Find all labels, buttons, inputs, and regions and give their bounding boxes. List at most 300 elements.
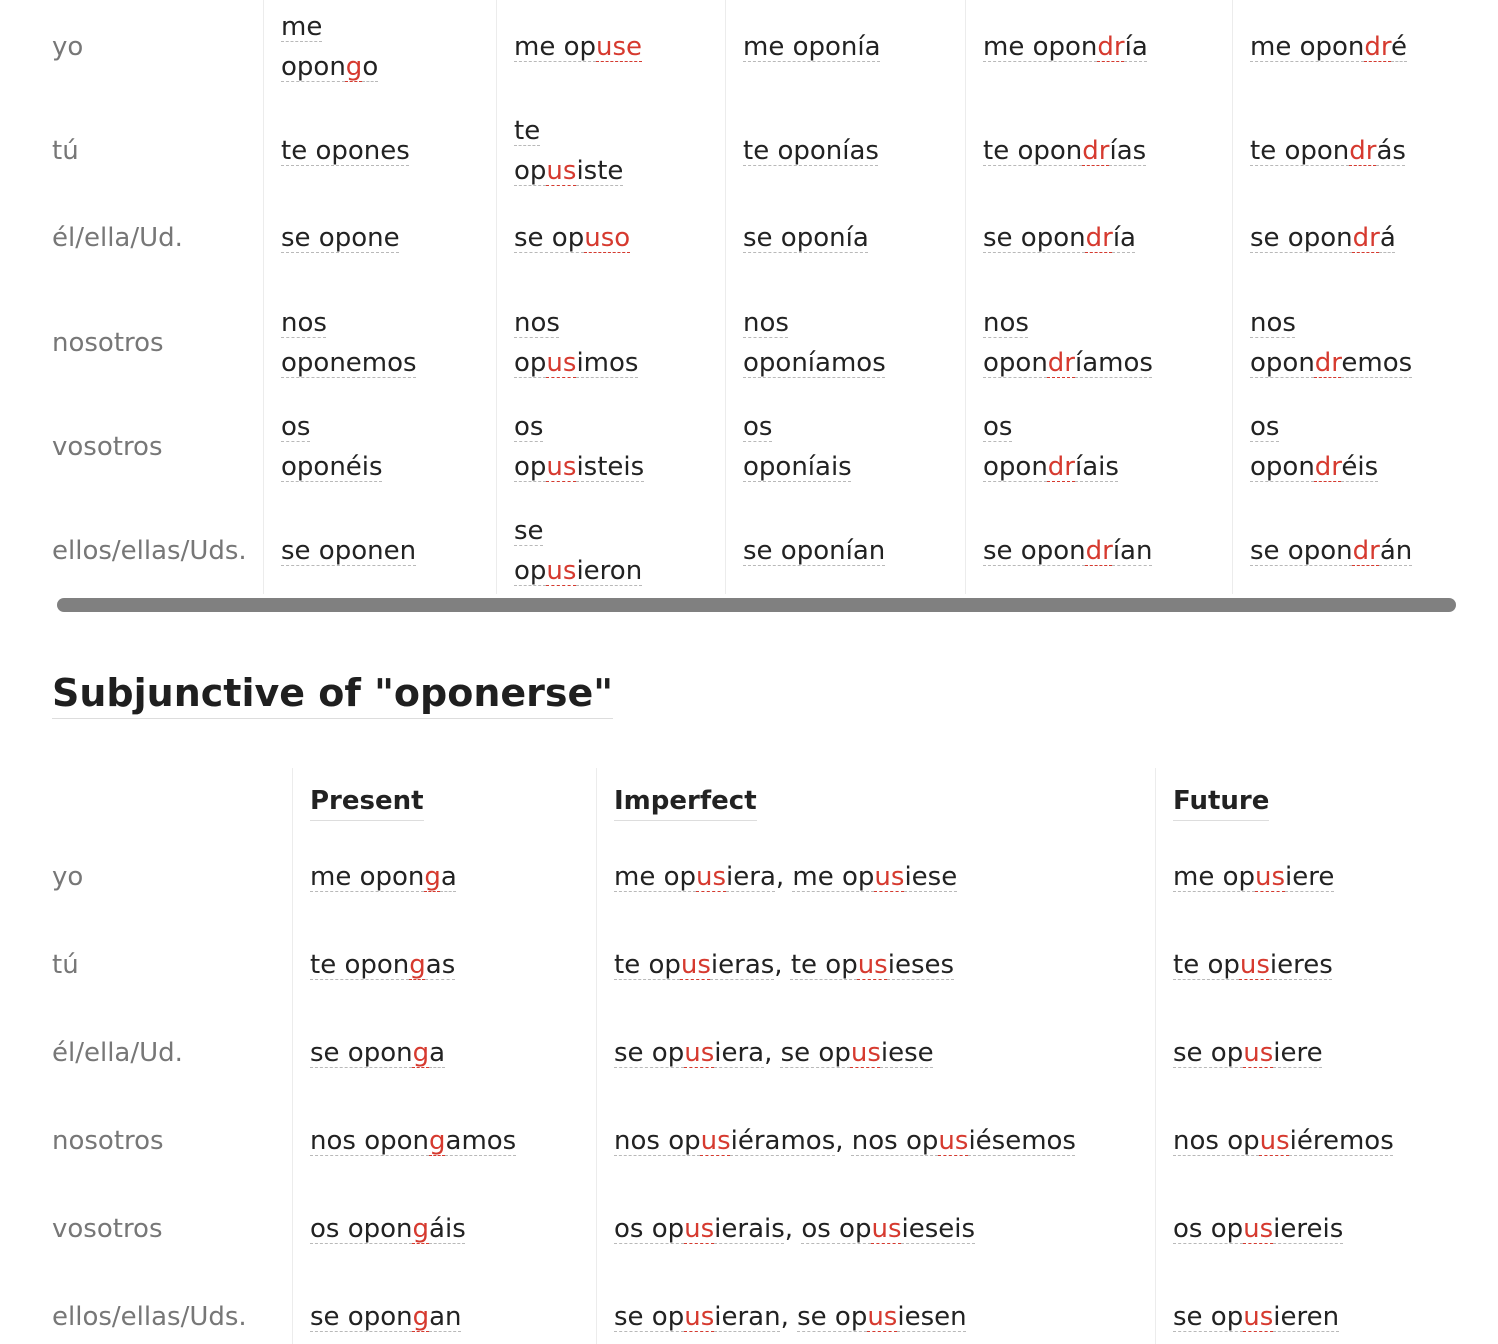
stem-text: ieron xyxy=(576,556,643,586)
column-divider xyxy=(496,0,497,594)
header-future: Future xyxy=(1173,782,1269,821)
stem-text: an xyxy=(429,1302,462,1332)
stem-text: me opon xyxy=(983,32,1098,62)
comma-separator: , xyxy=(764,1038,781,1068)
pronoun-label: nosotros xyxy=(52,328,164,358)
conjugation-cell xyxy=(983,531,1152,571)
stem-text: me op xyxy=(614,862,696,892)
verb-form[interactable] xyxy=(1173,862,1334,892)
stem-text: opon xyxy=(1250,348,1315,378)
stem-text: te op xyxy=(790,950,858,980)
verb-form[interactable] xyxy=(743,136,879,166)
verb-form[interactable] xyxy=(781,1038,934,1068)
future-cell xyxy=(1173,945,1333,985)
verb-form[interactable] xyxy=(281,348,417,378)
verb-form[interactable] xyxy=(281,136,410,166)
stem-text: me oponía xyxy=(743,32,881,62)
irregular-ending: dr xyxy=(1364,32,1392,62)
stem-text: iste xyxy=(576,156,624,186)
present-cell xyxy=(310,857,457,897)
verb-form[interactable] xyxy=(1173,1302,1339,1332)
irregular-ending: dr xyxy=(1314,348,1342,378)
imperfect-cell xyxy=(614,945,954,985)
stem-text: as xyxy=(425,950,456,980)
irregular-ending: dr xyxy=(1352,536,1380,566)
stem-text: nos op xyxy=(1173,1126,1260,1156)
irregular-ending: g xyxy=(412,1038,430,1068)
cell-line xyxy=(281,131,410,171)
future-cell xyxy=(1173,1209,1343,1249)
stem-text: me xyxy=(281,12,323,42)
pronoun-label: él/ella/Ud. xyxy=(52,1038,183,1068)
conjugation-cell xyxy=(281,131,410,171)
verb-form[interactable] xyxy=(743,536,885,566)
verb-form[interactable] xyxy=(983,32,1148,62)
pronoun-label: ellos/ellas/Uds. xyxy=(52,536,247,566)
verb-form[interactable] xyxy=(743,308,789,338)
verb-form[interactable] xyxy=(310,862,457,892)
verb-form[interactable] xyxy=(1250,32,1407,62)
verb-form[interactable] xyxy=(1173,1214,1343,1244)
verb-form[interactable] xyxy=(310,1214,466,1244)
irregular-ending: us xyxy=(684,1214,715,1244)
verb-form[interactable] xyxy=(281,12,322,42)
stem-text: os op xyxy=(614,1214,685,1244)
column-divider xyxy=(596,768,597,1344)
verb-form[interactable] xyxy=(281,308,327,338)
header-present: Present xyxy=(310,782,424,821)
irregular-ending: us xyxy=(546,348,577,378)
cell-line xyxy=(514,407,644,447)
conjugation-cell xyxy=(281,303,417,383)
stem-text: op xyxy=(514,156,547,186)
stem-text: iere xyxy=(1285,862,1335,892)
conjugation-cell xyxy=(983,218,1136,258)
irregular-ending: uso xyxy=(584,223,631,253)
column-divider xyxy=(1155,768,1156,1344)
irregular-ending: dr xyxy=(1047,348,1075,378)
stem-text: áis xyxy=(429,1214,466,1244)
cell-line xyxy=(983,303,1153,343)
stem-text: opon xyxy=(1250,452,1315,482)
irregular-ending: dr xyxy=(1314,452,1342,482)
irregular-ending: us xyxy=(546,156,577,186)
irregular-ending: us xyxy=(546,452,577,482)
imperfect-cell xyxy=(614,1121,1076,1161)
irregular-ending: us xyxy=(938,1126,969,1156)
conjugation-cell xyxy=(281,7,378,87)
conjugation-cell xyxy=(1250,131,1406,171)
verb-form[interactable] xyxy=(1250,452,1378,482)
stem-text: os xyxy=(1250,412,1280,442)
cell-line xyxy=(281,303,417,343)
cell-line xyxy=(1250,343,1412,383)
verb-form[interactable] xyxy=(614,862,776,892)
pronoun-label: vosotros xyxy=(52,432,163,462)
present-cell xyxy=(310,1297,462,1337)
stem-text: os xyxy=(743,412,773,442)
conjugation-cell xyxy=(743,131,879,171)
conjugation-cell xyxy=(514,111,623,191)
irregular-ending: dr xyxy=(1085,536,1113,566)
column-divider xyxy=(965,0,966,594)
verb-form[interactable] xyxy=(514,348,638,378)
verb-form[interactable] xyxy=(1250,223,1396,253)
verb-form[interactable] xyxy=(514,516,544,546)
stem-text: os xyxy=(281,412,311,442)
cell-line xyxy=(743,218,869,258)
conjugation-cell xyxy=(1250,218,1396,258)
cell-line xyxy=(743,447,852,487)
stem-text: íais xyxy=(1075,452,1119,482)
irregular-ending: us xyxy=(546,556,577,586)
verb-form[interactable] xyxy=(791,950,954,980)
stem-text: nos op xyxy=(851,1126,939,1156)
stem-text: ierais xyxy=(714,1214,785,1244)
verb-form[interactable] xyxy=(281,452,383,482)
cell-line xyxy=(743,303,886,343)
stem-text: oponíamos xyxy=(743,348,886,378)
stem-text: se opon xyxy=(1250,223,1353,253)
conjugation-cell xyxy=(514,407,644,487)
stem-text: ieran xyxy=(714,1302,781,1332)
stem-text: se op xyxy=(780,1038,851,1068)
conjugation-cell xyxy=(281,531,416,571)
cell-line xyxy=(514,218,630,258)
stem-text: iere xyxy=(1273,1038,1323,1068)
verb-form[interactable] xyxy=(792,862,957,892)
irregular-ending: us xyxy=(1259,1126,1290,1156)
verb-form[interactable] xyxy=(1250,308,1296,338)
conjugation-cell xyxy=(514,303,638,383)
stem-text: ieras xyxy=(710,950,775,980)
irregular-ending: dr xyxy=(1085,223,1113,253)
verb-form[interactable] xyxy=(281,52,378,82)
stem-text: se op xyxy=(614,1302,685,1332)
comma-separator: , xyxy=(780,1302,798,1332)
irregular-ending: us xyxy=(850,1038,881,1068)
verb-form[interactable] xyxy=(1250,412,1279,442)
stem-text: me op xyxy=(1173,862,1255,892)
stem-text: op xyxy=(514,348,547,378)
verb-form[interactable] xyxy=(514,452,644,482)
verb-form[interactable] xyxy=(743,223,869,253)
conjugation-cell xyxy=(983,407,1119,487)
verb-form[interactable] xyxy=(514,556,642,586)
irregular-ending: g xyxy=(412,1302,430,1332)
cell-line xyxy=(281,531,416,571)
cell-line xyxy=(1250,447,1378,487)
future-cell xyxy=(1173,857,1334,897)
irregular-ending: us xyxy=(1239,950,1270,980)
horizontal-scrollbar[interactable] xyxy=(57,598,1456,612)
subjunctive-title: Subjunctive of "oponerse" xyxy=(52,668,613,719)
stem-text: se op xyxy=(1173,1038,1244,1068)
irregular-ending: use xyxy=(596,32,643,62)
stem-text: ieres xyxy=(1269,950,1333,980)
stem-text: se opon xyxy=(983,223,1086,253)
imperfect-cell xyxy=(614,1209,975,1249)
stem-text: se opon xyxy=(1250,536,1353,566)
conjugation-cell xyxy=(743,531,885,571)
cell-line xyxy=(281,407,383,447)
stem-text: se op xyxy=(1173,1302,1244,1332)
verb-form[interactable] xyxy=(281,412,310,442)
stem-text: me op xyxy=(792,862,875,892)
stem-text: nos xyxy=(1250,308,1296,338)
irregular-ending: g xyxy=(424,862,441,892)
irregular-ending: us xyxy=(696,862,727,892)
cell-line xyxy=(281,343,417,383)
imperfect-cell xyxy=(614,1297,967,1337)
conjugation-cell xyxy=(1250,27,1407,67)
comma-separator: , xyxy=(774,950,791,980)
stem-text: ía xyxy=(1124,32,1148,62)
verb-form[interactable] xyxy=(852,1126,1076,1156)
verb-form[interactable] xyxy=(514,156,623,186)
stem-text: ías xyxy=(1109,136,1147,166)
conjugation-cell xyxy=(281,407,383,487)
irregular-ending: us xyxy=(1255,862,1286,892)
verb-form[interactable] xyxy=(743,412,772,442)
cell-line xyxy=(1250,407,1378,447)
stem-text: ieses xyxy=(887,950,955,980)
cell-line xyxy=(983,218,1136,258)
cell-line xyxy=(1250,531,1412,571)
stem-text: nos xyxy=(514,308,560,338)
stem-text: ieren xyxy=(1273,1302,1340,1332)
irregular-ending: us xyxy=(680,950,711,980)
cell-line xyxy=(743,131,879,171)
comma-separator: , xyxy=(835,1126,852,1156)
stem-text: nos opon xyxy=(310,1126,429,1156)
stem-text: opon xyxy=(281,52,346,82)
irregular-ending: g xyxy=(429,1126,446,1156)
stem-text: te op xyxy=(1173,950,1240,980)
stem-text: os xyxy=(514,412,544,442)
verb-form[interactable] xyxy=(983,223,1136,253)
stem-text: ían xyxy=(1112,536,1153,566)
stem-text: iéremos xyxy=(1289,1126,1394,1156)
indicative-table xyxy=(0,0,1498,594)
verb-form[interactable] xyxy=(281,536,416,566)
verb-form[interactable] xyxy=(614,1302,781,1332)
stem-text: me op xyxy=(514,32,596,62)
verb-form[interactable] xyxy=(983,308,1029,338)
irregular-ending: us xyxy=(1243,1214,1274,1244)
stem-text: emos xyxy=(1341,348,1413,378)
conjugation-cell xyxy=(514,27,642,67)
irregular-ending: g xyxy=(345,52,363,82)
cell-line xyxy=(1250,131,1406,171)
verb-form[interactable] xyxy=(1173,1126,1394,1156)
stem-text: os opon xyxy=(310,1214,413,1244)
irregular-ending: g xyxy=(412,1214,430,1244)
cell-line xyxy=(983,27,1148,67)
conjugation-cell xyxy=(514,511,642,591)
irregular-ending: dr xyxy=(1352,223,1380,253)
verb-form[interactable] xyxy=(614,1126,835,1156)
cell-line xyxy=(514,151,623,191)
verb-form[interactable] xyxy=(983,136,1146,166)
verb-form[interactable] xyxy=(514,412,543,442)
stem-text: os op xyxy=(801,1214,872,1244)
conjugation-cell xyxy=(743,303,886,383)
stem-text: imos xyxy=(576,348,639,378)
conjugation-cell xyxy=(743,27,881,67)
verb-form[interactable] xyxy=(614,950,774,980)
stem-text: me opon xyxy=(1250,32,1365,62)
stem-text: se opon xyxy=(310,1302,413,1332)
stem-text: se opon xyxy=(983,536,1086,566)
cell-line xyxy=(514,27,642,67)
stem-text: se opon xyxy=(310,1038,413,1068)
verb-form[interactable] xyxy=(614,1214,785,1244)
header-imperfect: Imperfect xyxy=(614,782,757,821)
verb-form[interactable] xyxy=(514,116,540,146)
stem-text: se xyxy=(514,516,544,546)
verb-form[interactable] xyxy=(310,950,455,980)
conjugation-cell xyxy=(1250,531,1412,571)
conjugation-cell xyxy=(983,303,1153,383)
verb-form[interactable] xyxy=(1250,136,1406,166)
conjugation-cell xyxy=(983,131,1146,171)
verb-form[interactable] xyxy=(514,308,560,338)
conjugation-cell xyxy=(743,218,869,258)
stem-text: íamos xyxy=(1075,348,1153,378)
pronoun-label: vosotros xyxy=(52,1214,163,1244)
verb-form[interactable] xyxy=(743,348,886,378)
stem-text: é xyxy=(1391,32,1408,62)
pronoun-label: nosotros xyxy=(52,1126,164,1156)
verb-form[interactable] xyxy=(1250,536,1412,566)
cell-line xyxy=(514,303,638,343)
cell-line xyxy=(983,407,1119,447)
verb-form[interactable] xyxy=(310,1126,516,1156)
cell-line xyxy=(743,27,881,67)
stem-text: iese xyxy=(904,862,958,892)
irregular-ending: us xyxy=(871,1214,902,1244)
cell-line xyxy=(983,531,1152,571)
stem-text: te opon xyxy=(310,950,410,980)
irregular-ending: us xyxy=(1243,1302,1274,1332)
stem-text: te opones xyxy=(281,136,410,166)
stem-text: iesen xyxy=(897,1302,967,1332)
present-cell xyxy=(310,1033,445,1073)
verb-form[interactable] xyxy=(1173,1038,1323,1068)
pronoun-label: él/ella/Ud. xyxy=(52,223,183,253)
stem-text: os op xyxy=(1173,1214,1244,1244)
stem-text: án xyxy=(1379,536,1413,566)
stem-text: ía xyxy=(1112,223,1136,253)
stem-text: se op xyxy=(614,1038,685,1068)
verb-form[interactable] xyxy=(614,1038,764,1068)
verb-form[interactable] xyxy=(983,412,1012,442)
present-cell xyxy=(310,1121,516,1161)
verb-form[interactable] xyxy=(281,223,400,253)
stem-text: ás xyxy=(1376,136,1406,166)
stem-text: se oponía xyxy=(743,223,869,253)
verb-form[interactable] xyxy=(514,223,630,253)
stem-text: op xyxy=(514,556,547,586)
irregular-ending: dr xyxy=(1097,32,1125,62)
verb-form[interactable] xyxy=(983,348,1153,378)
conjugation-cell xyxy=(281,218,400,258)
pronoun-label: yo xyxy=(52,32,84,62)
stem-text: se oponen xyxy=(281,536,417,566)
stem-text: te opon xyxy=(983,136,1083,166)
imperfect-cell xyxy=(614,857,957,897)
stem-text: nos op xyxy=(614,1126,701,1156)
conjugation-cell xyxy=(983,27,1148,67)
present-cell xyxy=(310,945,455,985)
irregular-ending: us xyxy=(874,862,905,892)
cell-line xyxy=(983,343,1153,383)
stem-text: o xyxy=(362,52,379,82)
stem-text: iera xyxy=(726,862,776,892)
irregular-ending: us xyxy=(700,1126,731,1156)
verb-form[interactable] xyxy=(983,452,1119,482)
stem-text: oponíais xyxy=(743,452,852,482)
irregular-ending: us xyxy=(867,1302,898,1332)
future-cell xyxy=(1173,1121,1394,1161)
verb-form[interactable] xyxy=(743,452,852,482)
cell-line xyxy=(743,407,852,447)
stem-text: nos xyxy=(743,308,789,338)
verb-form[interactable] xyxy=(310,1302,462,1332)
pronoun-label: yo xyxy=(52,862,84,892)
irregular-ending: dr xyxy=(1082,136,1110,166)
cell-line xyxy=(1250,218,1396,258)
stem-text: se op xyxy=(514,223,585,253)
stem-text: opon xyxy=(983,348,1048,378)
cell-line xyxy=(281,218,400,258)
stem-text: amos xyxy=(445,1126,517,1156)
stem-text: te xyxy=(514,116,541,146)
irregular-ending: us xyxy=(684,1038,715,1068)
stem-text: iera xyxy=(714,1038,765,1068)
stem-text: iese xyxy=(880,1038,934,1068)
stem-text: te opon xyxy=(1250,136,1350,166)
stem-text: se opone xyxy=(281,223,400,253)
cell-line xyxy=(281,7,378,47)
verb-form[interactable] xyxy=(983,536,1152,566)
verb-form[interactable] xyxy=(1173,950,1333,980)
verb-form[interactable] xyxy=(310,1038,445,1068)
conjugation-cell xyxy=(514,218,630,258)
cell-line xyxy=(1250,303,1412,343)
verb-form[interactable] xyxy=(1250,348,1412,378)
verb-form[interactable] xyxy=(514,32,642,62)
stem-text: oponéis xyxy=(281,452,383,482)
verb-form[interactable] xyxy=(797,1302,967,1332)
stem-text: á xyxy=(1379,223,1396,253)
cell-line xyxy=(514,511,642,551)
stem-text: a xyxy=(429,1038,446,1068)
comma-separator: , xyxy=(775,862,793,892)
column-divider xyxy=(292,768,293,1344)
future-cell xyxy=(1173,1033,1323,1073)
present-cell xyxy=(310,1209,466,1249)
cell-line xyxy=(514,343,638,383)
imperfect-cell xyxy=(614,1033,934,1073)
stem-text: oponemos xyxy=(281,348,417,378)
verb-form[interactable] xyxy=(743,32,881,62)
conjugation-cell xyxy=(743,407,852,487)
stem-text: se oponían xyxy=(743,536,886,566)
verb-form[interactable] xyxy=(801,1214,975,1244)
cell-line xyxy=(743,531,885,571)
